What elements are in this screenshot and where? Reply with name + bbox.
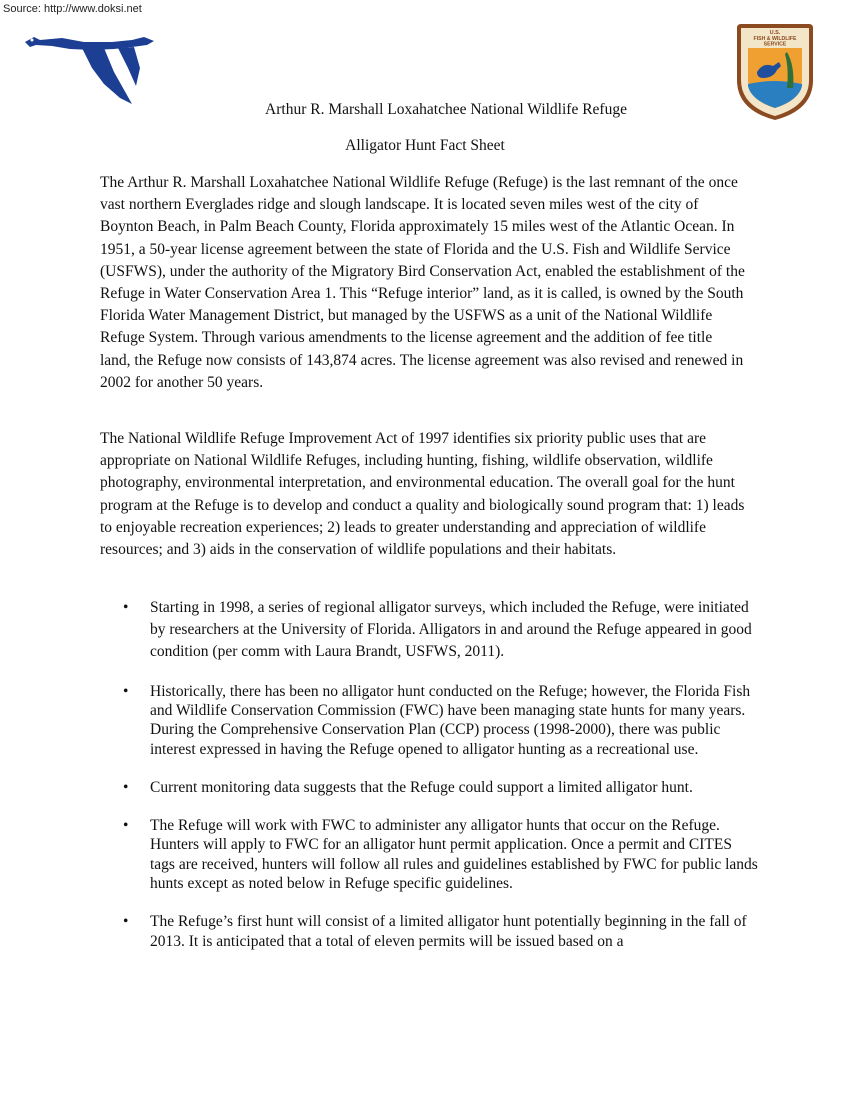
bullet-icon: •	[123, 682, 129, 700]
flying-goose-icon	[22, 28, 157, 106]
list-item	[100, 597, 760, 664]
list-item	[100, 912, 760, 951]
bullet-icon: •	[123, 599, 129, 616]
list-item	[100, 816, 760, 893]
list-item-text: Current monitoring data suggests that the Refuge could support a limited alligator hunt.	[150, 778, 693, 796]
list-item	[100, 778, 760, 797]
intro-paragraph: The Arthur R. Marshall Loxahatchee National Wildlife Refuge (Refuge) is the last remnant of the once vast northern Everglades ridge and slough landscape. It is located seven miles west of the city of Boynton Beach, in Palm Beach County, Florida approximately 15 miles west of the Atlantic Ocean. In 1951, a 50-year license agreement between the state of Florida and the U.S. Fish and Wildlife Service (USFWS), under the authority of the Migratory Bird Conservation Act, enabled the establishment of the Refuge in Water Conservation Area 1. This “Refuge interior” land, as it is called, is owned by the South Florida Water Management District, but managed by the USFWS as a unit of the National Wildlife Refuge System. Through various amendments to the license agreement and the addition of fee title land, the Refuge now consists of 143,874 acres. The license agreement was also revised and renewed in 2002 for another 50 years.	[100, 174, 745, 391]
list-item-text: The Refuge’s first hunt will consist of a limited alligator hunt potentially beginning in the fall of 2013. It is anticipated that a total of eleven permits will be issued based on a	[150, 913, 747, 950]
list-item	[100, 682, 760, 759]
document-subtitle: Alligator Hunt Fact Sheet	[345, 137, 505, 154]
fact-bullet-list	[100, 597, 760, 951]
list-item-text: Historically, there has been no alligator hunt conducted on the Refuge; however, the Florida Fish and Wildlife Conservation Commission (FWC) have been managing state hunts for many years. During the Comprehensive Conservation Plan (CCP) process (1998-2000), there was public interest expressed in having the Refuge opened to alligator hunting as a recreational use.	[150, 682, 751, 758]
bullet-icon: •	[123, 817, 129, 835]
svg-text:U.S.: U.S.	[769, 30, 781, 36]
svg-text:FISH & WILDLIFE: FISH & WILDLIFE	[753, 36, 797, 42]
svg-text:SERVICE: SERVICE	[763, 41, 787, 48]
list-item-text: The Refuge will work with FWC to administer any alligator hunts that occur on the Refuge. Hunters will apply to FWC for an alligator hunt permit application. Once a permit and CITES tags are received, hunters will follow all rules and guidelines established by FWC for public lands hunts except as noted below in Refuge specific guidelines.	[150, 817, 758, 892]
document-title: Arthur R. Marshall Loxahatchee National Wildlife Refuge	[265, 101, 627, 118]
source-url-text: Source: http://www.doksi.net	[3, 3, 142, 15]
bullet-icon: •	[123, 913, 129, 931]
bullet-icon: •	[123, 778, 129, 796]
improvement-act-paragraph: The National Wildlife Refuge Improvement Act of 1997 identifies six priority public uses that are appropriate on National Wildlife Refuges, including hunting, fishing, wildlife observation, wildlife photography, environmental interpretation, and environmental education. The overall goal for the hunt program at the Refuge is to develop and conduct a quality and biologically sound program that: 1) leads to enjoyable recreation experiences; 2) leads to greater understanding and appreciation of wildlife resources; and 3) aids in the conservation of wildlife populations and their habitats.	[100, 430, 745, 559]
list-item-text: Starting in 1998, a series of regional alligator surveys, which included the Refuge, were initiated by researchers at the University of Florida. Alligators in and around the Refuge appeared in good condition (per comm with Laura Brandt, USFWS, 2011).	[150, 599, 752, 661]
